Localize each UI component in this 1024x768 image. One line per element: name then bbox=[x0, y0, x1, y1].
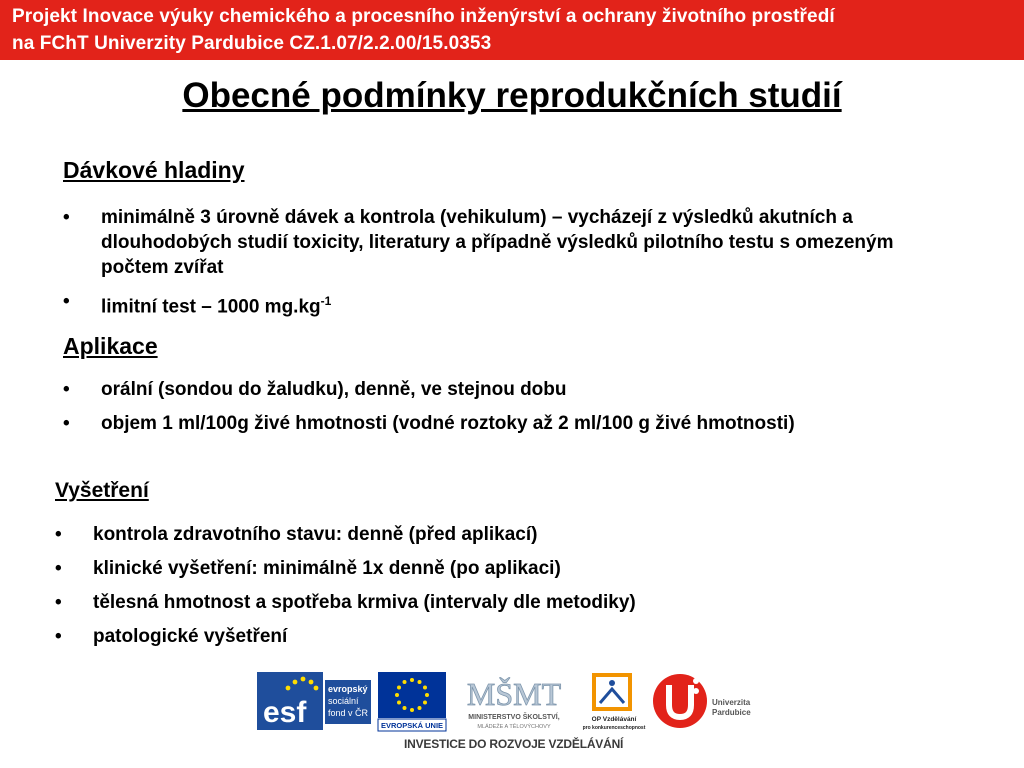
list-item bbox=[55, 590, 973, 615]
eu-logo bbox=[376, 670, 448, 732]
bullet-icon: • bbox=[63, 413, 70, 434]
svg-text:EVROPSKÁ UNIE: EVROPSKÁ UNIE bbox=[380, 721, 444, 730]
eu-star-icon bbox=[418, 680, 422, 684]
section-heading-dose: Dávkové hladiny bbox=[63, 157, 245, 183]
msmt-emblem-icon bbox=[452, 667, 576, 735]
eu-star-icon bbox=[397, 686, 401, 690]
bullet-icon: • bbox=[55, 592, 62, 613]
eu-star-icon bbox=[410, 678, 414, 682]
bullet-text: patologické vyšetření bbox=[93, 626, 288, 647]
svg-text:pro konkurenceschopnost: pro konkurenceschopnost bbox=[582, 725, 646, 731]
svg-text:Univerzita: Univerzita bbox=[712, 698, 751, 707]
eu-star-icon bbox=[425, 693, 429, 697]
banner-line-1: Projekt Inovace výuky chemického a procesního inženýrství a ochrany životního prostředí bbox=[12, 6, 835, 27]
svg-text:evropský: evropský bbox=[328, 684, 368, 694]
bullet-icon: • bbox=[63, 379, 70, 400]
list-item bbox=[63, 377, 981, 402]
bullet-text: klinické vyšetření: minimálně 1x denně (po aplikaci) bbox=[93, 558, 561, 579]
bullet-text: tělesná hmotnost a spotřeba krmiva (intervaly dle metodiky) bbox=[93, 592, 636, 613]
svg-text:sociální: sociální bbox=[328, 696, 359, 706]
bullet-icon: • bbox=[55, 626, 62, 647]
esf-emblem-icon bbox=[255, 670, 373, 732]
list-item bbox=[63, 205, 921, 280]
dose-bullet-list bbox=[63, 205, 921, 328]
eu-star-icon bbox=[403, 706, 407, 710]
bullet-text: kontrola zdravotního stavu: denně (před aplikací) bbox=[93, 524, 538, 545]
section-heading-exam: Vyšetření bbox=[55, 479, 149, 502]
msmt-logo bbox=[452, 667, 576, 735]
header-banner bbox=[0, 0, 1024, 60]
section-heading-application: Aplikace bbox=[63, 333, 158, 359]
bullet-text: limitní test – 1000 mg.kg bbox=[101, 296, 321, 318]
bullet-text: objem 1 ml/100g živé hmotnosti (vodné roztoky až 2 ml/100 g živé hmotnosti) bbox=[101, 413, 795, 434]
univerzita-pardubice-logo bbox=[652, 667, 764, 735]
svg-text:MINISTERSTVO ŠKOLSTVÍ,: MINISTERSTVO ŠKOLSTVÍ, bbox=[468, 714, 560, 721]
eu-star-icon bbox=[423, 686, 427, 690]
list-item bbox=[63, 411, 981, 436]
slide-title: Obecné podmínky reprodukčních studií bbox=[182, 76, 842, 115]
svg-text:MŠMT: MŠMT bbox=[466, 676, 562, 712]
upce-emblem-icon bbox=[652, 667, 764, 735]
bullet-icon: • bbox=[55, 558, 62, 579]
superscript-exponent: -1 bbox=[320, 294, 332, 308]
logo-caption: INVESTICE DO ROZVOJE VZDĚLÁVÁNÍ bbox=[404, 737, 624, 751]
eu-star-icon bbox=[395, 693, 399, 697]
svg-text:esf: esf bbox=[263, 696, 307, 729]
eu-star-icon bbox=[423, 701, 427, 705]
bullet-icon: • bbox=[63, 207, 70, 228]
eu-star-icon bbox=[397, 701, 401, 705]
op-vzdelavani-logo bbox=[578, 669, 650, 733]
eu-flag-icon bbox=[376, 670, 448, 732]
list-item bbox=[55, 522, 973, 547]
bullet-text: orální (sondou do žaludku), denně, ve stejnou dobu bbox=[101, 379, 567, 400]
svg-text:OP Vzdělávání: OP Vzdělávání bbox=[591, 716, 637, 723]
svg-text:MLÁDEŽE A TĚLOVÝCHOVY: MLÁDEŽE A TĚLOVÝCHOVY bbox=[477, 724, 551, 730]
application-bullet-list bbox=[63, 377, 981, 445]
bullet-icon: • bbox=[63, 291, 70, 312]
exam-bullet-list bbox=[55, 522, 973, 658]
esf-logo bbox=[255, 670, 373, 732]
op-emblem-icon bbox=[578, 669, 650, 733]
list-item bbox=[63, 289, 921, 319]
bullet-text: minimálně 3 úrovně dávek a kontrola (vehikulum) – vycházejí z výsledků akutních a dlouhodobých studií toxicity, literatury a případně výsledků pilotního testu s omezeným počtem zvířat bbox=[101, 207, 894, 278]
eu-star-icon bbox=[418, 706, 422, 710]
bullet-icon: • bbox=[55, 524, 62, 545]
list-item bbox=[55, 624, 973, 649]
list-item bbox=[55, 556, 973, 581]
eu-star-icon bbox=[403, 680, 407, 684]
eu-star-icon bbox=[410, 708, 414, 712]
banner-line-2: na FChT Univerzity Pardubice CZ.1.07/2.2.00/15.0353 bbox=[12, 33, 492, 54]
svg-text:Pardubice: Pardubice bbox=[712, 708, 751, 717]
svg-text:fond v ČR: fond v ČR bbox=[328, 708, 369, 718]
